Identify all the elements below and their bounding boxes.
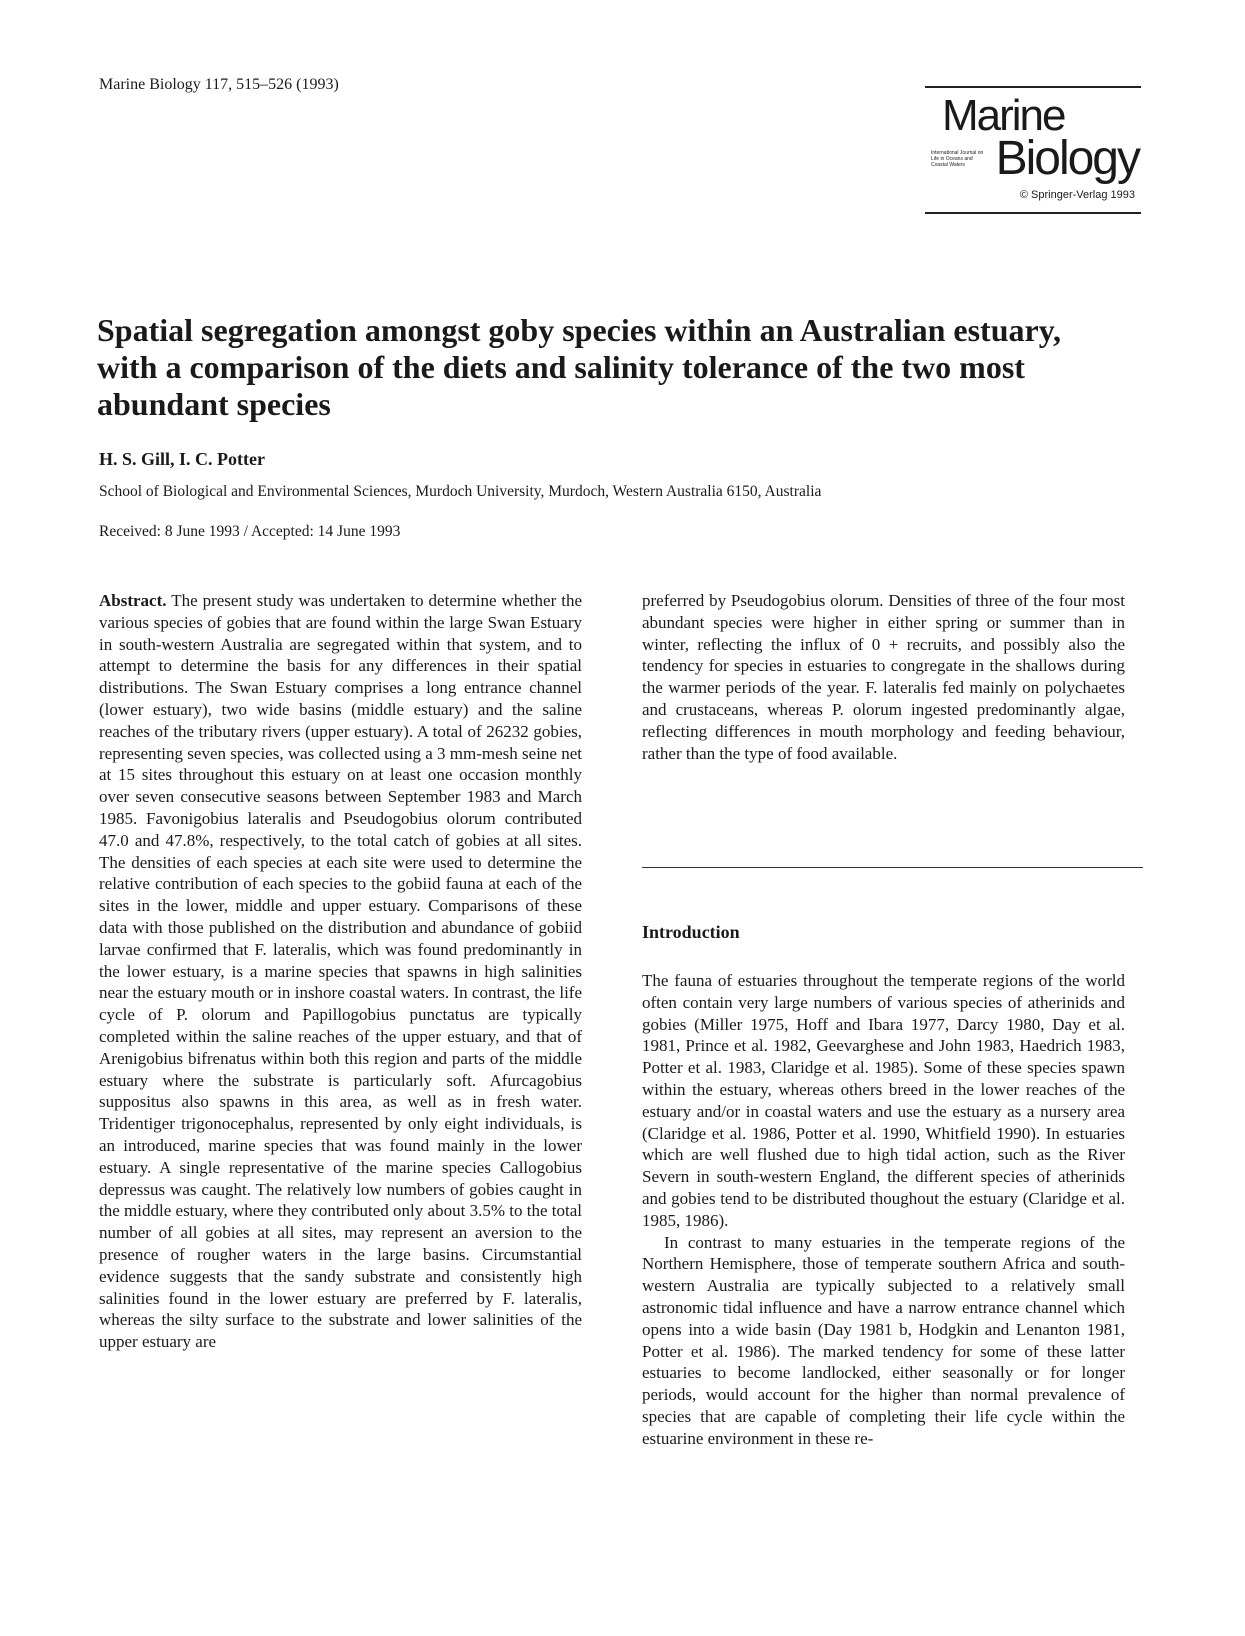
introduction-paragraph: The fauna of estuaries throughout the temperate regions of the world often contain very large numbers of various species of atherinids and gobies (Miller 1975, Hoff and Ibara 1977, Darcy 1980, Day et al. 1981, Prince et al. 1982, Geevarghese and John 1983, Haedrich 1983, Potter et al. 1983, Claridge et al. 1985). Some of these species spawn within the estuary, whereas others breed in the lower reaches of the estuary and/or in coastal waters and use the estuary as a nursery area (Claridge et al. 1986, Potter et al. 1990, Whitfield 1990). In estuaries which are well flushed due to high tidal action, such as the River Severn in south-western England, the different species of atherinids and gobies tend to be distributed thoughout the estuary (Claridge et al. 1985, 1986). xyxy=(642,971,1125,1230)
article-title: Spatial segregation amongst goby species within an Australian estuary, with a comparison of the diets and salinity tolerance of the two most abundant species xyxy=(97,312,1061,422)
introduction-paragraph: In contrast to many estuaries in the temperate regions of the Northern Hemisphere, those of temperate southern Africa and south-western Australia are typically subjected to a relatively small astronomic tidal influence and have a narrow entrance channel which opens into a wide basin (Day 1981 b, Hodgkin and Lenanton 1981, Potter et al. 1986). The marked tendency for some of these latter estuaries to become landlocked, either seasonally or for longer periods, would account for the higher than normal prevalence of species that are capable of completing their life cycle within the estuarine environment in these re- xyxy=(642,1232,1125,1448)
article-authors: H. S. Gill, I. C. Potter xyxy=(99,449,265,469)
abstract-column-left xyxy=(99,590,582,1353)
abstract-label: Abstract. xyxy=(99,591,167,610)
introduction-body xyxy=(642,970,1125,1450)
received-dates: Received: 8 June 1993 / Accepted: 14 June 1993 xyxy=(99,523,401,540)
abstract-column-right: preferred by Pseudogobius olorum. Densities of three of the four most abundant species were higher in either spring or summer than in winter, reflecting the influx of 0 + recruits, and possibly also the tendency for species in estuaries to congregate in the shallows during the warmer periods of the year. F. lateralis fed mainly on polychaetes and crustaceans, whereas P. olorum ingested predominantly algae, reflecting differences in mouth morphology and feeding behaviour, rather than the type of food available. xyxy=(642,591,1125,763)
section-divider xyxy=(642,867,1143,868)
logo-tagline: International Journal on Life in Oceans and Coastal Waters xyxy=(931,150,984,168)
abstract-text: The present study was undertaken to determine whether the various species of gobies that are found within the large Swan Estuary in south-western Australia are segregated within that system, and to attempt to determine the basis for any differences in their spatial distributions. The Swan Estuary comprises a long entrance channel (lower estuary), two wide basins (middle estuary) and the saline reaches of the tributary rivers (upper estuary). A total of 26232 gobies, representing seven species, was collected using a 3 mm-mesh seine net at 15 sites throughout this estuary on at least one occasion monthly over seven consecutive seasons between September 1983 and March 1985. Favonigobius lateralis and Pseudogobius olorum contributed 47.0 and 47.8%, respectively, to the total catch of gobies at all sites. The densities of each species at each site were used to determine the relative contribution of each species to the gobiid fauna at each of the sites in the lower, middle and upper estuary. Comparisons of these data with those published on the distribution and abundance of gobiid larvae confirmed that F. lateralis, which was found predominantly in the lower estuary, is a marine species that spawns in high salinities near the estuary mouth or in inshore coastal waters. In contrast, the life cycle of P. olorum and Papillogobius punctatus are typically completed within the saline reaches of the upper estuary, and that of Arenigobius bifrenatus within both this region and parts of the middle estuary where the substrate is particularly soft. Afurcagobius suppositus also spawns in this area, as well as in fresh water. Tridentiger trigonocephalus, represented by only eight individuals, is an introduced, marine species that was found mainly in the lower estuary. A single representative of the marine species Callogobius depressus was caught. The relatively low numbers of gobies caught in the middle estuary, where they contributed only about 3.5% to the total number of all gobies at all sites, may represent an aversion to the presence of rougher waters in the large basins. Circumstantial evidence suggests that the sandy substrate and consistently high salinities found in the lower estuary are preferred by F. lateralis, whereas the silty surface to the substrate and lower salinities of the upper estuary are xyxy=(99,591,582,1352)
logo-word-marine: Marine xyxy=(942,91,1065,140)
logo-word-biology: Biology xyxy=(995,132,1139,185)
logo-copyright: © Springer-Verlag 1993 xyxy=(1019,189,1135,201)
journal-logo xyxy=(925,86,1141,214)
author-affiliation: School of Biological and Environmental Sciences, Murdoch University, Murdoch, Western Australia 6150, Australia xyxy=(99,483,822,500)
journal-citation: Marine Biology 117, 515–526 (1993) xyxy=(99,76,339,93)
introduction-heading: Introduction xyxy=(642,922,740,942)
